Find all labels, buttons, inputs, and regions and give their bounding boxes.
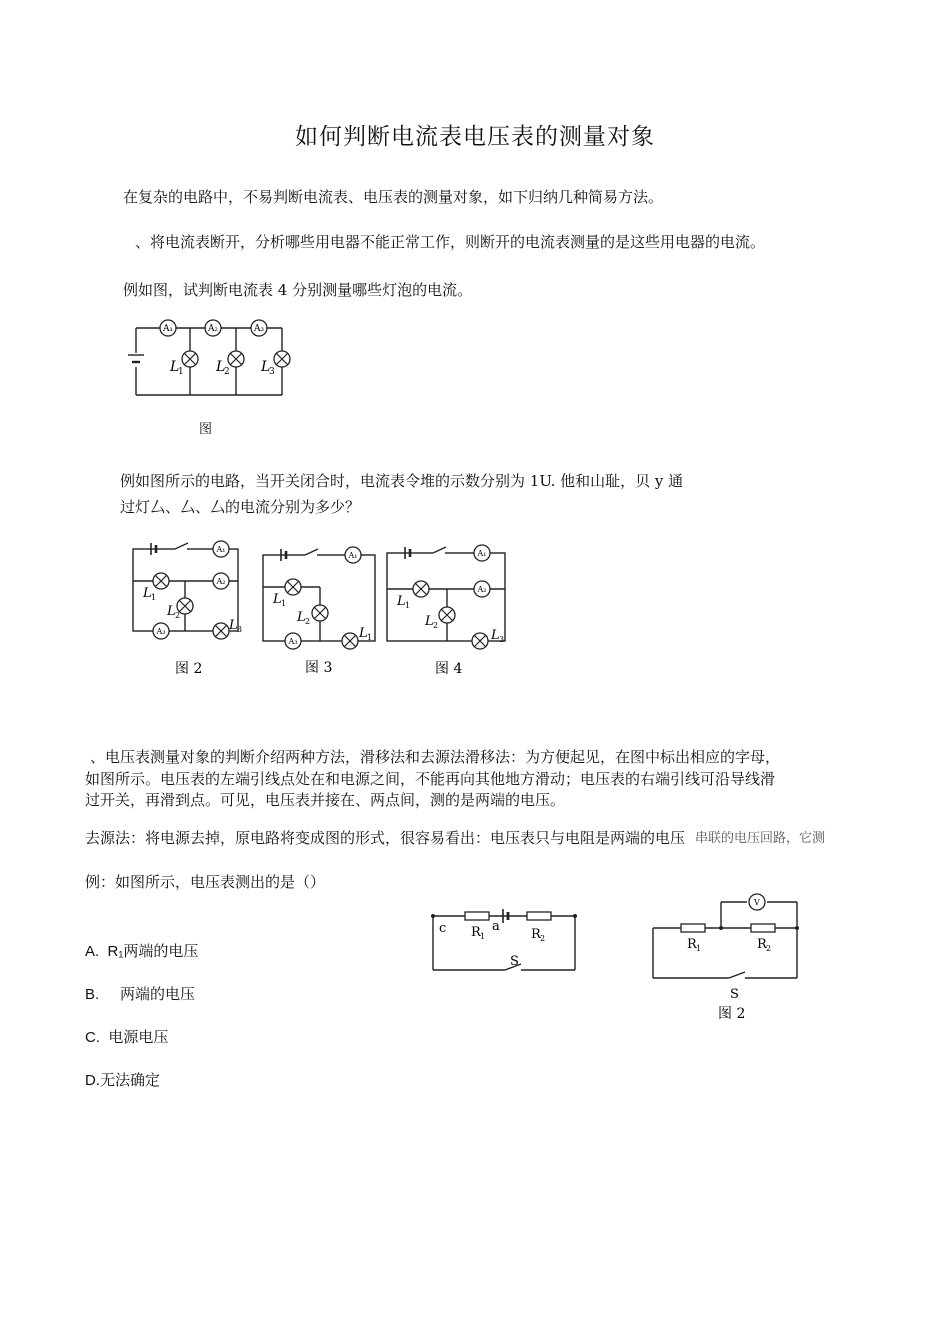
resistor-label: R (531, 927, 541, 942)
option-text: 无法确定 (100, 1072, 161, 1089)
resistor-label: R (757, 937, 767, 952)
switch-label: S (730, 987, 739, 1002)
lamp-subscript: 1 (367, 633, 373, 642)
node-label: a (492, 919, 500, 934)
method2-line3: 过开关，再滑到点。可见，电压表并接在、两点间，测的是两端的电压。 (85, 791, 566, 809)
figure-4-caption: 图 4 (435, 661, 463, 677)
voltmeter-label: V (754, 898, 760, 907)
option-label: C. (85, 1029, 100, 1046)
ammeter-label: A₂ (216, 577, 226, 586)
lamp-subscript: 2 (433, 621, 439, 630)
page-title: 如何判断电流表电压表的测量对象 (295, 124, 655, 150)
lamp-label: L (425, 614, 434, 629)
lamp-subscript: 2 (305, 617, 311, 626)
lamp-label: L (143, 586, 152, 601)
lamp-subscript: 1 (281, 599, 287, 608)
circuit-figure-1 (122, 315, 304, 405)
resistor-subscript: 2 (766, 944, 772, 953)
option-a[interactable] (85, 941, 198, 963)
resistor-label: R (687, 937, 697, 952)
option-b[interactable] (85, 984, 195, 1006)
question-text: 例：如图所示，电压表测出的是（） (85, 873, 326, 891)
option-text: 电源电压 (108, 1029, 169, 1046)
lamp-subscript: 2 (224, 367, 230, 377)
ammeter-label: A₁ (348, 551, 358, 560)
lamp-subscript: 2 (175, 611, 181, 620)
resistor-subscript: 1 (480, 932, 486, 941)
resistor-label: R (471, 925, 481, 940)
method3-paragraph: 去源法：将电源去掉，原电路将变成图的形式，很容易看出：电压表只与电阻是两端的电压 (85, 829, 686, 847)
lamp-subscript: 3 (269, 367, 275, 377)
option-label: D. (85, 1072, 100, 1089)
node-label: c (439, 921, 447, 936)
intro-paragraph: 在复杂的电路中，不易判断电流表、电压表的测量对象，如下归纳几种简易方法。 (123, 188, 664, 206)
figure-2b-caption: 图 2 (718, 1006, 746, 1022)
ammeter-label: A₁ (477, 549, 487, 558)
ammeter-label: A₂ (207, 324, 219, 334)
method2-line2: 如图所示。电压表的左端引线点处在和电源之间，不能再向其他地方滑动；电压表的右端引线可沿导线滑 (85, 770, 776, 788)
lamp-label: L (397, 594, 406, 609)
lamp-label: L (261, 359, 271, 375)
lamp-label: L (359, 626, 368, 641)
example1-paragraph: 例如图，试判断电流表 4 分别测量哪些灯泡的电流。 (123, 281, 473, 299)
resistor-subscript: 1 (696, 944, 702, 953)
lamp-subscript: 3 (237, 625, 243, 634)
ammeter-label: A₁ (162, 324, 174, 334)
lamp-label: L (167, 604, 176, 619)
example2-line1: 例如图所示的电路，当开关闭合时，电流表令堆的示数分别为 1U. 他和山耻，贝 y 通 (120, 472, 684, 490)
lamp-label: L (170, 359, 180, 375)
option-label: A. (85, 943, 100, 960)
lamp-label: L (297, 610, 306, 625)
switch-label: S (510, 954, 519, 969)
ammeter-label: A₂ (477, 585, 487, 594)
option-text: R₁两端的电压 (107, 943, 199, 960)
lamp-subscript: 1 (178, 367, 184, 377)
resistor-subscript: 2 (540, 934, 546, 943)
figure-1-caption: 图 (199, 422, 213, 437)
option-label: B. (85, 986, 100, 1003)
lamp-subscript: 1 (151, 593, 157, 602)
lamp-label: L (229, 618, 238, 633)
option-text: 两端的电压 (120, 986, 196, 1003)
figure-2-caption: 图 2 (175, 661, 203, 677)
example2-line2: 过灯厶、厶、厶的电流分别为多少？ (120, 498, 361, 516)
lamp-subscript: 1 (405, 601, 411, 610)
method3-overlap-text: 串联的电压回路，它测 (695, 831, 826, 846)
lamp-label: L (491, 628, 500, 643)
method2-line1: 、电压表测量对象的判断介绍两种方法，滑移法和去源法滑移法：为方便起见，在图中标出相应的字母， (90, 748, 781, 766)
voltage-circuit-figures (425, 890, 815, 1025)
option-d[interactable] (85, 1070, 160, 1092)
ammeter-label: A₃ (288, 637, 298, 646)
lamp-subscript: 3 (499, 635, 505, 644)
method1-paragraph: 、将电流表断开，分析哪些用电器不能正常工作，则断开的电流表测量的是这些用电器的电流。 (135, 233, 766, 251)
figure-3-caption: 图 3 (305, 660, 333, 676)
ammeter-label: A₃ (156, 627, 166, 636)
ammeter-label: A₁ (216, 545, 226, 554)
circuit-figures-2-3-4 (125, 535, 520, 680)
ammeter-label: A₃ (253, 324, 265, 334)
option-c[interactable] (85, 1027, 168, 1049)
lamp-label: L (216, 359, 226, 375)
lamp-label: L (273, 592, 282, 607)
